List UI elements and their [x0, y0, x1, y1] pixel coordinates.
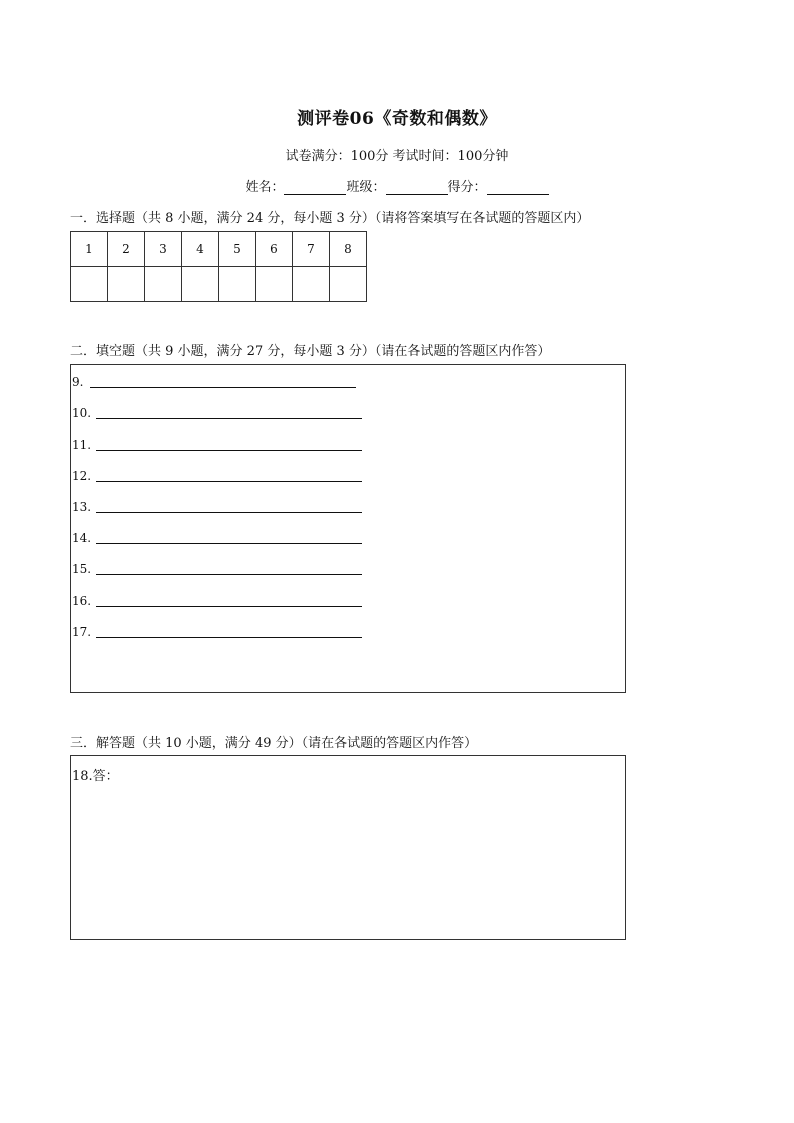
choice-col-6: 6: [256, 232, 293, 267]
choice-answer-cell[interactable]: [182, 267, 219, 302]
score-field[interactable]: [487, 180, 549, 195]
choice-answer-table: [70, 231, 367, 302]
section3-heading: 三．解答题（共 10 小题，满分 49 分）（请在各试题的答题区内作答）: [70, 736, 478, 751]
fill-answer-line[interactable]: [96, 606, 362, 607]
fill-item-17: [72, 625, 91, 639]
choice-answer-cell[interactable]: [145, 267, 182, 302]
fill-answer-line[interactable]: [90, 387, 356, 388]
fill-item-13: [72, 500, 91, 514]
fill-item-label: 16.: [72, 594, 92, 608]
fill-item-label: 14.: [72, 531, 92, 545]
fill-item-label: 10.: [72, 406, 92, 420]
choice-col-5: 5: [219, 232, 256, 267]
exam-meta: 试卷满分：100分 考试时间：100分钟: [285, 149, 509, 164]
choice-col-7: 7: [293, 232, 330, 267]
page-title: 测评卷06《奇数和偶数》: [297, 109, 497, 129]
class-field[interactable]: [386, 180, 448, 195]
choice-answer-cell[interactable]: [330, 267, 367, 302]
choice-answer-cell[interactable]: [256, 267, 293, 302]
fill-answer-line[interactable]: [96, 512, 362, 513]
choice-col-3: 3: [145, 232, 182, 267]
class-label: 班级：: [346, 180, 386, 195]
section2-heading: 二．填空题（共 9 小题，满分 27 分，每小题 3 分）（请在各试题的答题区内作答）: [70, 344, 551, 359]
name-label: 姓名：: [245, 180, 285, 195]
fill-answer-line[interactable]: [96, 450, 362, 451]
fill-answer-line[interactable]: [96, 481, 362, 482]
choice-answer-cell[interactable]: [108, 267, 145, 302]
fill-answer-line[interactable]: [96, 543, 362, 544]
choice-answer-cell[interactable]: [293, 267, 330, 302]
fill-item-9: [72, 375, 83, 389]
section1-heading: 一．选择题（共 8 小题，满分 24 分，每小题 3 分）（请将答案填写在各试题的答题区内）: [70, 211, 590, 226]
fill-item-label: 12.: [72, 469, 92, 483]
fill-item-11: [72, 438, 91, 452]
fill-item-15: [72, 562, 91, 576]
answer-18-label: 18.答：: [72, 769, 119, 784]
fill-item-10: [72, 406, 91, 420]
choice-col-1: 1: [71, 232, 108, 267]
fill-item-14: [72, 531, 91, 545]
fill-answer-line[interactable]: [96, 574, 362, 575]
choice-col-8: 8: [330, 232, 367, 267]
answer-box-18[interactable]: [70, 755, 626, 940]
student-info: [0, 176, 794, 195]
fill-item-label: 13.: [72, 500, 92, 514]
fill-item-label: 9.: [72, 375, 84, 389]
fill-item-label: 15.: [72, 562, 92, 576]
choice-answer-cell[interactable]: [71, 267, 108, 302]
fill-blank-box: [70, 364, 626, 693]
fill-item-12: [72, 469, 91, 483]
fill-answer-line[interactable]: [96, 418, 362, 419]
score-label: 得分：: [447, 180, 487, 195]
fill-answer-line[interactable]: [96, 637, 362, 638]
choice-col-2: 2: [108, 232, 145, 267]
fill-item-label: 17.: [72, 625, 92, 639]
fill-item-label: 11.: [72, 438, 92, 452]
fill-item-16: [72, 594, 91, 608]
name-field[interactable]: [284, 180, 346, 195]
choice-answer-cell[interactable]: [219, 267, 256, 302]
choice-col-4: 4: [182, 232, 219, 267]
